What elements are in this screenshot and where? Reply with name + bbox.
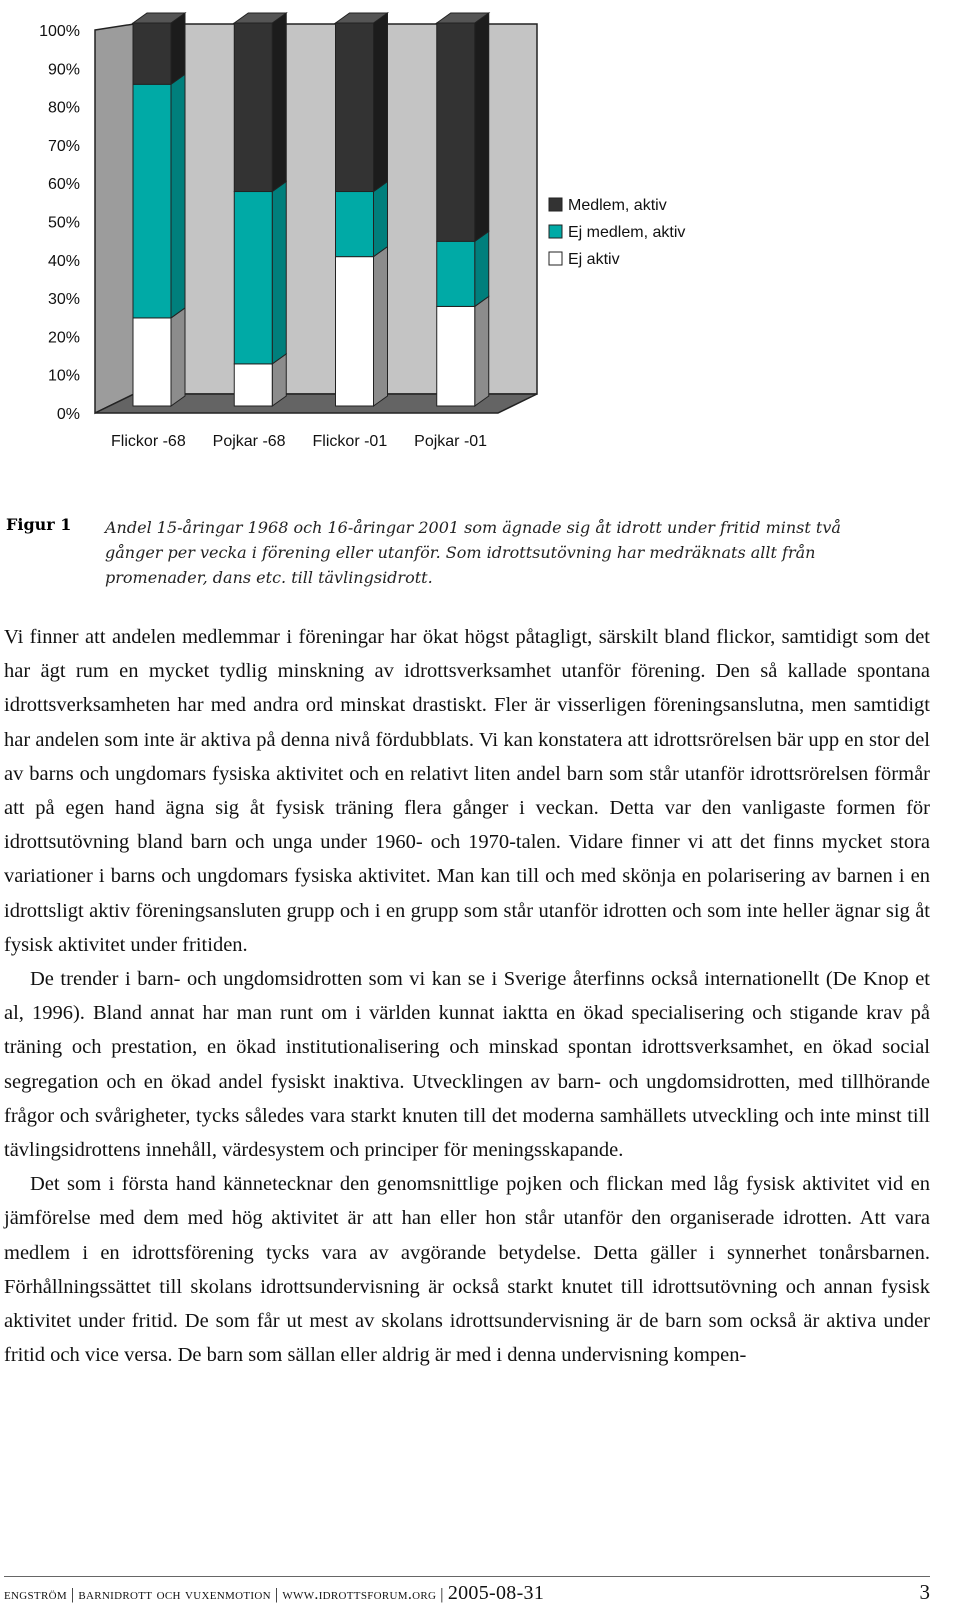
bar-segment xyxy=(336,23,374,192)
y-tick-label: 30% xyxy=(47,291,80,309)
y-tick-label: 80% xyxy=(47,99,80,117)
legend-swatch xyxy=(549,198,562,211)
bar-side xyxy=(475,296,489,406)
y-tick-label: 40% xyxy=(47,252,80,270)
bar-segment xyxy=(437,306,475,406)
chart-side-wall xyxy=(95,24,134,413)
bar-segment xyxy=(234,364,272,406)
y-tick-label: 100% xyxy=(39,23,80,40)
figure-label: Figur 1 xyxy=(6,515,72,534)
footer-site: www.idrottsforum.org xyxy=(282,1586,437,1603)
bar-segment xyxy=(234,192,272,364)
bar-side xyxy=(475,13,489,241)
bar-segment xyxy=(336,257,374,406)
footer-author: engström xyxy=(4,1586,67,1603)
page-number: 3 xyxy=(919,1580,930,1604)
footer-citation: engström | barnidrott och vuxenmotion | www.idrottsforum.org | 2005-08-31 xyxy=(4,1582,545,1604)
body-text xyxy=(4,620,930,1372)
bar-side xyxy=(475,231,489,306)
bar-side xyxy=(374,13,388,192)
y-tick-label: 0% xyxy=(56,406,80,423)
bar-segment xyxy=(234,23,272,192)
bar-segment xyxy=(133,318,171,406)
bar-segment xyxy=(437,241,475,306)
paragraph-3: Det som i första hand kännetecknar den genomsnittlige pojken och flickan med låg fysisk aktivitet vid en jämförelse med dem med hög aktivitet är att han eller hon står utanför den organiserade idrotten. Att vara medlem i en idrottsförening tycks vara av avgörande betydelse. Detta gäller i synnerhet tonårsbarnen. Förhållningssättet till skolans idrottsundervisning är också starkt knutet till idrottsutövning och annan fysisk aktivitet under fritid. De som får ut mest av skolans idrottsundervisning är de barn som också är aktiva under fritid och vice versa. De barn som sällan eller aldrig är med i denna undervisning kompen- xyxy=(4,1173,930,1367)
y-tick-label: 70% xyxy=(47,137,80,155)
bar-side xyxy=(374,182,388,257)
bar-segment xyxy=(336,192,374,257)
bar-segment xyxy=(133,84,171,318)
page-footer xyxy=(4,1576,930,1607)
legend-swatch xyxy=(549,225,562,238)
y-tick-label: 60% xyxy=(47,176,80,194)
footer-date: 2005-08-31 xyxy=(447,1582,545,1604)
x-tick-label: Pojkar -01 xyxy=(414,433,488,450)
bar-segment xyxy=(133,23,171,84)
y-tick-label: 20% xyxy=(47,329,80,347)
footer-title: barnidrott och vuxenmotion xyxy=(78,1586,271,1603)
bar-side xyxy=(171,74,185,318)
figure-caption-text: Andel 15-åringar 1968 och 16-åringar 2001 som ägnade sig åt idrott under fritid minst två gånger per vecka i förening eller utanför. Som idrottsutövning har medräknats allt från promenader, dans etc. till tävlingsidrott. xyxy=(105,518,841,587)
y-tick-label: 10% xyxy=(47,367,80,385)
legend-label: Medlem, aktiv xyxy=(568,197,667,214)
y-tick-label: 90% xyxy=(47,61,80,79)
legend-label: Ej aktiv xyxy=(568,251,620,268)
y-tick-label: 50% xyxy=(47,214,80,232)
bar-side xyxy=(272,13,286,192)
bar-segment xyxy=(437,23,475,241)
x-tick-label: Flickor -68 xyxy=(111,433,186,450)
bar-side xyxy=(171,13,185,84)
paragraph-2: De trender i barn- och ungdomsidrotten som vi kan se i Sverige återfinns också internationellt (De Knop et al, 1996). Bland annat har man runt om i världen kunnat iaktta en ökad specialisering och stigande krav på träning och prestation, en ökad institutionalisering och minskad spontan idrottsverksamhet, en ökad social segregation och en ökad andel fysiskt inaktiva. Utvecklingen av barn- och ungdomsidrotten, med tillhörande frågor och svårigheter, tycks således vara starkt knuten till det moderna samhällets utveckling och inte minst till tävlingsidrottens innehåll, värdesystem och principer för meningsskapande. xyxy=(4,968,930,1162)
stacked-bar-chart xyxy=(0,0,960,470)
x-tick-label: Pojkar -68 xyxy=(212,433,286,450)
x-tick-label: Flickor -01 xyxy=(312,433,388,450)
bar-side xyxy=(171,308,185,406)
bar-side xyxy=(272,182,286,364)
legend-label: Ej medlem, aktiv xyxy=(568,224,686,241)
bar-side xyxy=(374,247,388,406)
legend-swatch xyxy=(549,252,562,265)
paragraph-1: Vi finner att andelen medlemmar i föreningar har ökat högst påtagligt, särskilt bland flickor, samtidigt som det har ägt rum en mycket tydlig minskning av idrottsverksamhet utanför förening. Den så kallade spontana idrottsverksamheten har med andra ord minskat drastiskt. Fler är visserligen föreningsanslutna, men samtidigt har andelen som inte är aktiva på denna nivå fördubblats. Vi kan konstatera att idrottsrörelsen bär upp en stor del av barns och ungdomars fysiska aktivitet och en relativt liten andel barn som står utanför idrottsrörelsen förmår att på egen hand ägna sig åt fysisk träning flera gånger i veckan. Detta var den vanligaste formen för idrottsutövning bland barn och unga under 1960- och 1970-talen. Vidare finner vi att det finns mycket stora variationer i barns och ungdomars fysiska aktivitet. Man kan till och med skönja en polarisering av barnen i en idrottsligt aktiv föreningsansluten grupp och i en grupp som står utanför idrotten och som inte heller ägnar sig åt fysisk aktivitet under fritiden. xyxy=(4,626,930,956)
